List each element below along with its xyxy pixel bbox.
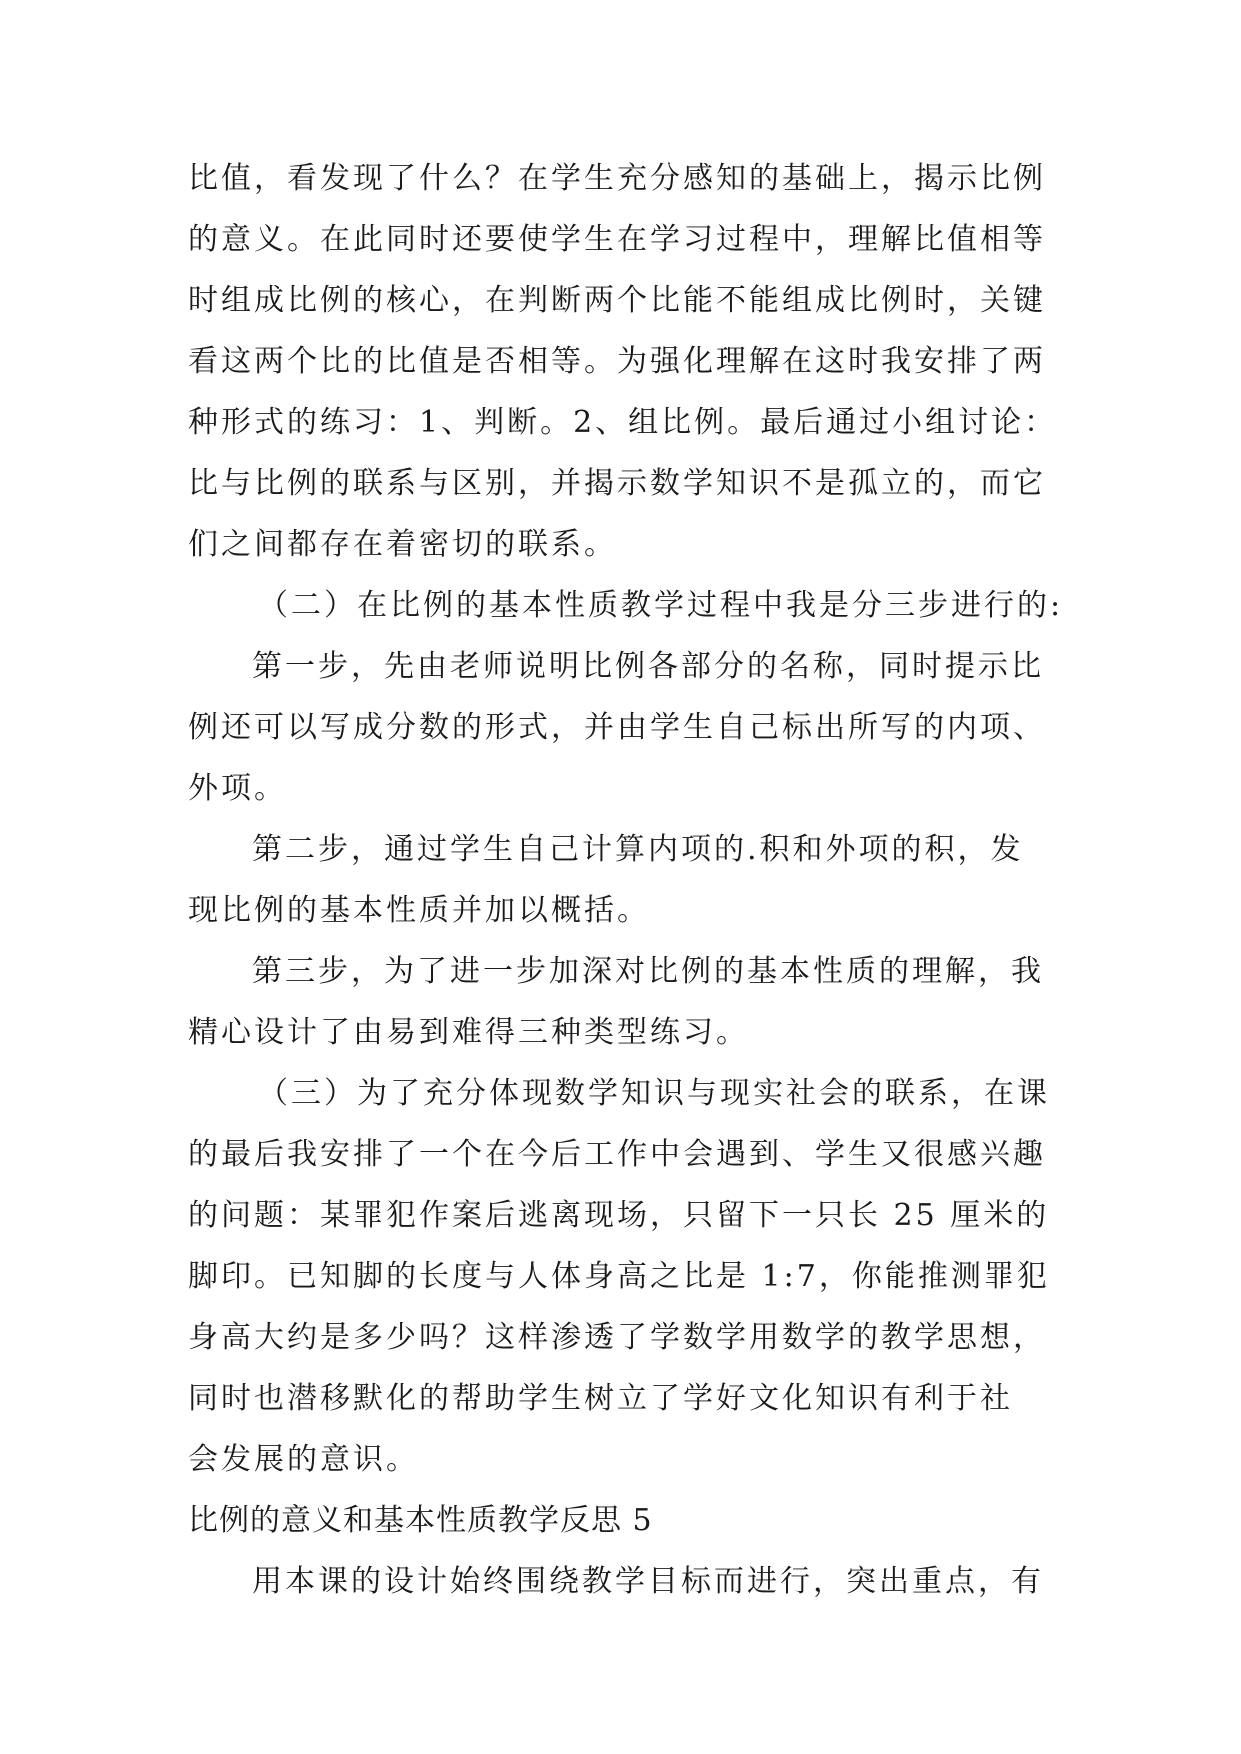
text-line: 比值，看发现了什么？在学生充分感知的基础上，揭示比例 [188,161,1046,196]
text-line: 们之间都存在着密切的联系。 [188,527,617,562]
text-line: 现比例的基本性质并加以概括。 [188,893,650,928]
text-line: 精心设计了由易到难得三种类型练习。 [188,1015,749,1050]
section-heading: （二）在比例的基本性质教学过程中我是分三步进行的: [258,588,1064,623]
text-line: 种形式的练习：1、判断。2、组比例。最后通过小组讨论： [188,405,1058,440]
text-line: 的问题：某罪犯作案后逃离现场，只留下一只长 25 厘米的 [188,1198,1050,1233]
text-line: 比与比例的联系与区别，并揭示数学知识不是孤立的，而它 [188,466,1046,501]
text-line: 第二步，通过学生自己计算内项的.积和外项的积，发 [252,832,1024,867]
text-line: 会发展的意识。 [188,1442,419,1477]
text-line: 身高大约是多少吗？这样渗透了学数学用数学的教学思想， [188,1320,1046,1355]
text-line: 第三步，为了进一步加深对比例的基本性质的理解，我 [252,954,1044,989]
section-heading: （三）为了充分体现数学知识与现实社会的联系，在课 [258,1076,1050,1111]
text-line: 例还可以写成分数的形式，并由学生自己标出所写的内项、 [188,710,1046,745]
text-line: 外项。 [188,771,287,806]
text-line: 用本课的设计始终围绕教学目标而进行，突出重点，有 [252,1564,1044,1599]
text-line: 时组成比例的核心，在判断两个比能不能组成比例时，关键 [188,283,1046,318]
text-line: 的意义。在此同时还要使学生在学习过程中，理解比值相等 [188,222,1046,257]
text-line: 第一步，先由老师说明比例各部分的名称，同时提示比 [252,649,1044,684]
body-text [188,148,1064,1612]
text-line: 脚印。已知脚的长度与人体身高之比是 1:7，你能推测罪犯 [188,1259,1050,1294]
article-title: 比例的意义和基本性质教学反思 5 [188,1503,653,1538]
text-line: 同时也潜移默化的帮助学生树立了学好文化知识有利于社 [188,1381,1013,1416]
text-line: 的最后我安排了一个在今后工作中会遇到、学生又很感兴趣 [188,1137,1046,1172]
text-line: 看这两个比的比值是否相等。为强化理解在这时我安排了两 [188,344,1046,379]
